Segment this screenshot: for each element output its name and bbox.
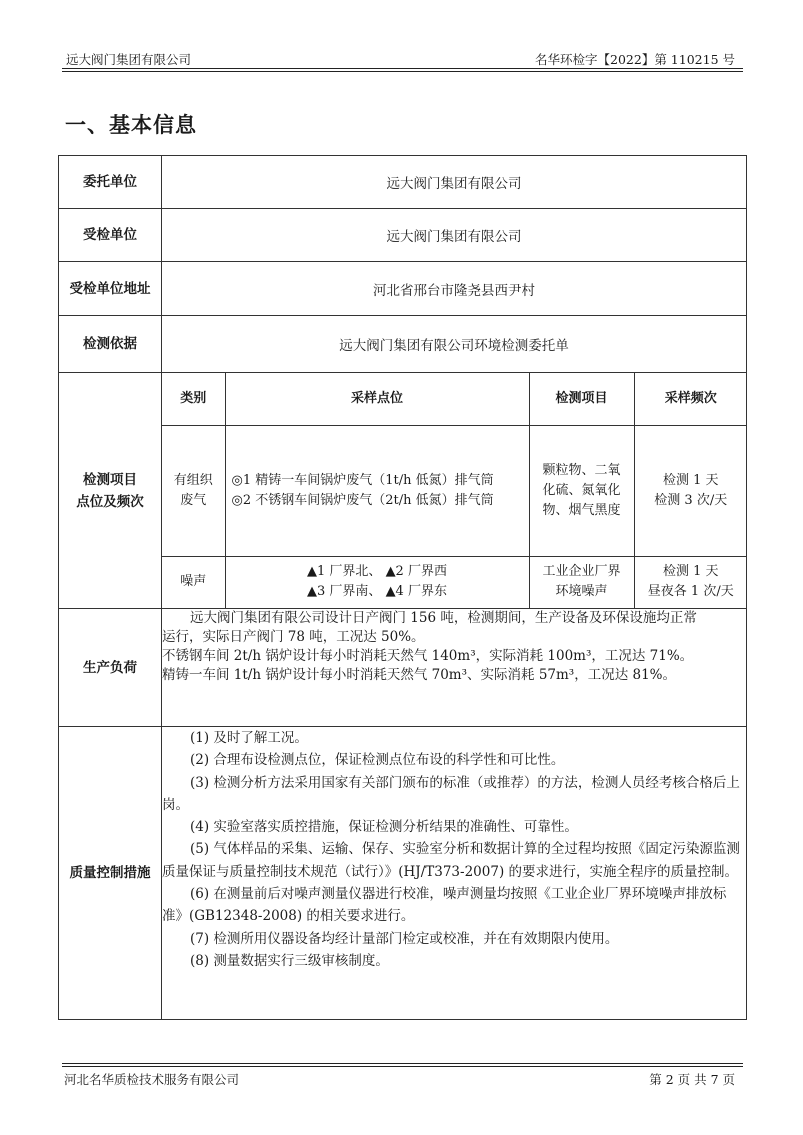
qc-item-3: (3) 检测分析方法采用国家有关部门颁布的标准（或推荐）的方法，检测人员经考核合格后上岗。 <box>162 774 740 813</box>
footer-divider <box>62 1063 743 1064</box>
gas-items-line: 物、烟气黑度 <box>542 502 621 518</box>
gas-items-line: 颗粒物、二氧 <box>542 462 621 478</box>
gas-point-1: ◎1 精铸一车间锅炉废气（1t/h 低氮）排气筒 <box>231 472 494 488</box>
gas-row <box>162 425 747 556</box>
items-row <box>59 373 747 609</box>
noise-category: 噪声 <box>162 556 225 608</box>
noise-frequency-line: 昼夜各 1 次/天 <box>647 584 734 600</box>
noise-frequency <box>634 556 747 608</box>
load-row <box>59 609 747 727</box>
report-number: 名华环检字【2022】第 110215 号 <box>535 52 735 67</box>
gas-frequency-line: 检测 3 次/天 <box>654 492 728 508</box>
qc-item-8: (8) 测量数据实行三级审核制度。 <box>190 952 389 969</box>
header-divider-secondary <box>62 71 743 72</box>
gas-points <box>225 425 529 556</box>
items-subtable <box>162 373 747 608</box>
items-label <box>59 373 162 609</box>
client-row <box>59 156 747 209</box>
inspected-value: 远大阀门集团有限公司 <box>162 209 747 262</box>
items-label-line-2: 点位及频次 <box>76 493 144 510</box>
noise-point-line: ▲3 厂界南、 ▲4 厂界东 <box>307 584 447 600</box>
page-number: 第 2 页 共 7 页 <box>649 1072 735 1087</box>
noise-items-line: 环境噪声 <box>555 584 608 600</box>
noise-point-line: ▲1 厂界北、 ▲2 厂界西 <box>307 564 447 580</box>
col-header-points: 采样点位 <box>225 373 529 425</box>
address-value: 河北省邢台市隆尧县西尹村 <box>162 262 747 316</box>
gas-category-line: 有组织 <box>173 472 213 488</box>
inspected-label: 受检单位 <box>59 209 162 262</box>
client-value: 远大阀门集团有限公司 <box>162 156 747 209</box>
gas-point-2: ◎2 不锈钢车间锅炉废气（2t/h 低氮）排气筒 <box>231 492 494 508</box>
noise-frequency-line: 检测 1 天 <box>662 564 719 580</box>
gas-frequency <box>634 425 747 556</box>
items-label-line-1: 检测项目 <box>83 471 137 488</box>
gas-frequency-line: 检测 1 天 <box>662 472 719 488</box>
qc-text <box>162 727 747 1020</box>
address-label: 受检单位地址 <box>59 262 162 316</box>
qc-item-7: (7) 检测所用仪器设备均经计量部门检定或校准，并在有效期限内使用。 <box>190 930 619 947</box>
qc-item-4: (4) 实验室落实质控措施，保证检测分析结果的准确性、可靠性。 <box>190 819 578 836</box>
inspected-row <box>59 209 747 262</box>
load-label: 生产负荷 <box>59 609 162 727</box>
basis-value: 远大阀门集团有限公司环境检测委托单 <box>162 316 747 373</box>
noise-row <box>162 556 747 608</box>
basis-row <box>59 316 747 373</box>
section-title: 一、基本信息 <box>65 113 197 137</box>
noise-items <box>529 556 634 608</box>
gas-category <box>162 425 225 556</box>
qc-item-2: (2) 合理布设检测点位，保证检测点位布设的科学性和可比性。 <box>190 752 565 769</box>
gas-items-line: 化硫、氮氧化 <box>542 482 621 498</box>
gas-category-line: 废气 <box>180 492 207 508</box>
footer-divider-secondary <box>62 1066 743 1067</box>
noise-points <box>225 556 529 608</box>
client-label: 委托单位 <box>59 156 162 209</box>
noise-items-line: 工业企业厂界 <box>542 564 621 580</box>
qc-item-5: (5) 气体样品的采集、运输、保存、实验室分析和数据计算的全过程均按照《固定污染源监测 质量保证与质量控制技术规范（试行）》(HJ/T373-2007) 的要求进行，实施全程序的质量控制。 <box>162 841 740 880</box>
items-header-row <box>162 373 747 425</box>
load-text <box>162 609 747 727</box>
footer-company: 河北名华质检技术服务有限公司 <box>64 1072 240 1087</box>
header-divider <box>62 68 743 69</box>
items-cell <box>162 373 747 609</box>
qc-label: 质量控制措施 <box>59 727 162 1020</box>
header-company: 远大阀门集团有限公司 <box>66 52 192 67</box>
qc-item-1: (1) 及时了解工况。 <box>190 730 308 746</box>
load-line-2: 运行，实际日产阀门 78 吨，工况达 50%。 <box>162 629 425 645</box>
col-header-frequency: 采样频次 <box>634 373 747 425</box>
load-line-4: 精铸一车间 1t/h 锅炉设计每小时消耗天然气 70m³、实际消耗 57m³，工况达 81%。 <box>162 667 677 683</box>
basic-info-table <box>58 155 747 1020</box>
basis-label: 检测依据 <box>59 316 162 373</box>
address-row <box>59 262 747 316</box>
col-header-items: 检测项目 <box>529 373 634 425</box>
gas-items <box>529 425 634 556</box>
qc-row <box>59 727 747 1020</box>
qc-item-6: (6) 在测量前后对噪声测量仪器进行校准，噪声测量均按照《工业企业厂界环境噪声排放标准》(GB12348-2008) 的相关要求进行。 <box>162 886 727 925</box>
load-line-1: 远大阀门集团有限公司设计日产阀门 156 吨，检测期间，生产设备及环保设施均正常 <box>190 610 697 626</box>
col-header-category: 类别 <box>162 373 225 425</box>
load-line-3: 不锈钢车间 2t/h 锅炉设计每小时消耗天然气 140m³，实际消耗 100m³，工况达 71%。 <box>162 648 694 664</box>
